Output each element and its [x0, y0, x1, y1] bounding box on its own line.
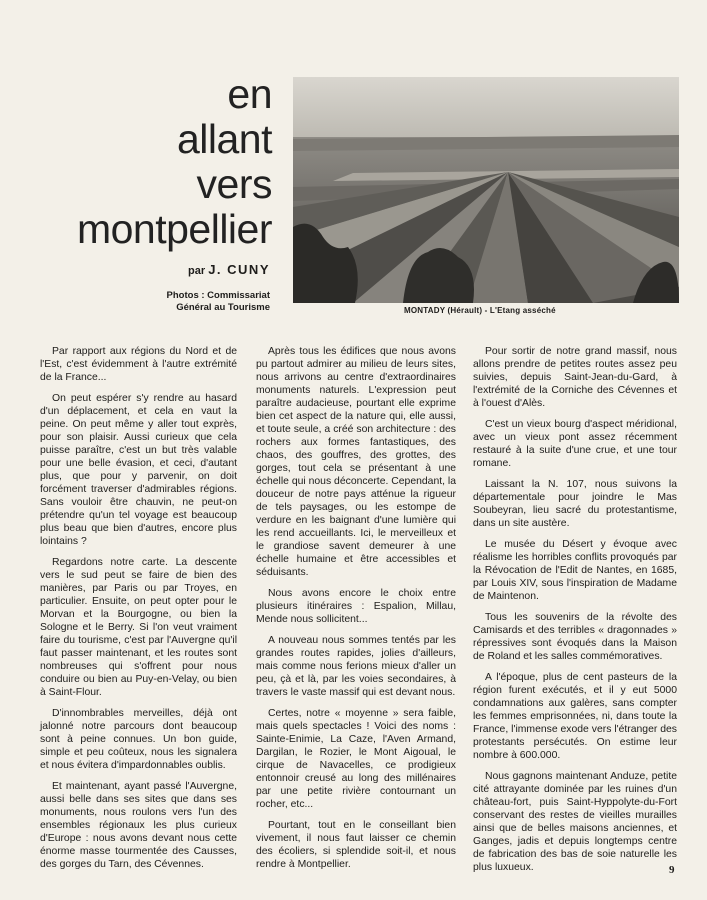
- paragraph: Pour sortir de notre grand massif, nous allons prendre de petites routes assez peu suivies, depuis Saint-Jean-du-Gard, à l'extrémité de la Corniche des Cévennes et à l'ouest d'Alès.: [473, 346, 677, 409]
- photo-credits: [140, 290, 270, 314]
- paragraph: A l'époque, plus de cent pasteurs de la région furent exécutés, et il y eut 5000 condamnations aux galères, sans compter les femmes emprisonnées, ni, dans toute la France, l'immense exode vers l'étranger des protestants persécutés. On estime leur nombre à 600.000.: [473, 672, 677, 761]
- page-number: 9: [669, 864, 675, 876]
- paragraph: Nous gagnons maintenant Anduze, petite cité attrayante dominée par les ruines d'un château-fort, puis Saint-Hyppolyte-du-Fort conservant des restes de vieilles murailles ainsi que de belles maisons anciennes, et Ganges, jadis et depuis longtemps centre de fabrication des bas de soie naturelle les plus luxueux.: [473, 771, 677, 873]
- landscape-photo: [293, 77, 679, 303]
- paragraph: On peut espérer s'y rendre au hasard d'un déplacement, et cela en vaut la peine. On peut même y aller tout exprès, pour son plaisir. Aussi curieux que cela puisse paraître, c'est un but très valable pour une belle évasion, et ceci, d'autant plus, que pour y parvenir, on doit forcément traverser d'admirables régions. Sans vouloir être chauvin, ne peut-on prétendre qu'un tel voyage est beaucoup plus beau que bien d'autres, encore plus lointains ?: [40, 393, 237, 547]
- paragraph: Le musée du Désert y évoque avec réalisme les horribles conflits provoqués par la Révocation de l'Edit de Nantes, en 1685, par Louis XIV, sous l'inspiration de Madame de Maintenon.: [473, 539, 677, 602]
- paragraph: Et maintenant, ayant passé l'Auvergne, aussi belle dans ses sites que dans ses monuments, nous roulons vers l'un des ensembles régionaux les plus curieux d'Europe : nous avons devant nous cette énorme masse tourmentée des Causses, des gorges du Tarn, des Cévennes.: [40, 781, 237, 870]
- paragraph: D'innombrables merveilles, déjà ont jalonné notre parcours dont beaucoup sont à peine connues. Un bon guide, simple et peu coûteux, nous les signalera et nous évitera d'impardonnables oublis.: [40, 708, 237, 771]
- text-column-1: [40, 345, 237, 879]
- author-name: J. CUNY: [208, 262, 270, 277]
- paragraph: Nous avons encore le choix entre plusieurs itinéraires : Espalion, Millau, Mende nous sollicitent...: [256, 588, 456, 625]
- title-line: montpellier: [76, 206, 272, 252]
- paragraph: A nouveau nous sommes tentés par les grandes routes rapides, jolies d'ailleurs, mais comme nous ferions mieux d'aller un peu, çà et là, par les voies secondaires, à travers le vaste massif qui est devant nous.: [256, 635, 456, 698]
- article-title: [20, 72, 272, 252]
- title-line: vers: [196, 161, 272, 207]
- paragraph: Regardons notre carte. La descente vers le sud peut se faire de bien des manières, par Paris ou par Troyes, en particulier. Ensuite, on peut opter pour le Morvan et la Bourgogne, ou bien la Sologne et le Berry. Si l'on veut vraiment faire du tourisme, c'est par l'Auvergne qu'il faut passer maintenant, et les routes sont nombreuses qui s'offrent pour nous conduire ou bien au Puy-en-Velay, ou bien à Saint-Flour.: [40, 557, 237, 698]
- paragraph: Pourtant, tout en le conseillant bien vivement, il nous faut laisser ce chemin des écoliers, si splendide soit-il, et nous rendre à Montpellier.: [256, 820, 456, 870]
- paragraph: Laissant la N. 107, nous suivons la départementale pour joindre le Mas Soubeyran, lieu sacré du protestantisme, dans un site austère.: [473, 479, 677, 529]
- title-line: allant: [176, 116, 272, 162]
- text-column-3: [473, 345, 677, 882]
- paragraph: C'est un vieux bourg d'aspect méridional, avec un vieux pont assez récemment restauré à la suite d'une crue, et une tour romane.: [473, 419, 677, 469]
- paragraph: Certes, notre « moyenne » sera faible, mais quels spectacles ! Voici des noms : Sainte-Enimie, La Caze, l'Aven Armand, Dargilan, le Rozier, le Mont Aigoual, le cirque de Navacelles, ce prodigieux entonnoir creusé au long des millénaires par une petite rivière contournant un rocher, etc...: [256, 708, 456, 810]
- credits-line: Général au Tourisme: [176, 302, 270, 313]
- text-column-2: [256, 345, 456, 879]
- credits-line: Photos : Commissariat: [166, 290, 270, 301]
- title-line: en: [227, 71, 272, 117]
- paragraph: Tous les souvenirs de la révolte des Camisards et des terribles « dragonnades » répressives sont évoqués dans la Maison de Roland et les salles commémoratives.: [473, 612, 677, 662]
- paragraph: Par rapport aux régions du Nord et de l'Est, c'est évidemment à l'autre extrémité de la France...: [40, 346, 237, 383]
- byline: [120, 262, 270, 277]
- photo-caption: MONTADY (Hérault) - L'Etang asséché: [404, 306, 556, 315]
- byline-prefix: par: [188, 265, 206, 277]
- paragraph: Après tous les édifices que nous avons pu partout admirer au milieu de leurs sites, nous arrivons au centre d'extraordinaires monuments naturels. L'expression peut paraître audacieuse, pourtant elle exprime bien cet aspect de la nature qui, elle aussi, et toute seule, a créé son architecture : des rochers aux formes fantastiques, des chaos, des gouffres, des grottes, des gorges, tout cela se présentant à une échelle qui nous déconcerte. Cependant, la douceur de notre pays atténue la rigueur de tels paysages, ou les estompe de verdure en les baignant d'une lumière qui les rend accueillants. Ici, le merveilleux et le grandiose savent demeurer à une échelle humaine et être accessibles et séduisants.: [256, 346, 456, 578]
